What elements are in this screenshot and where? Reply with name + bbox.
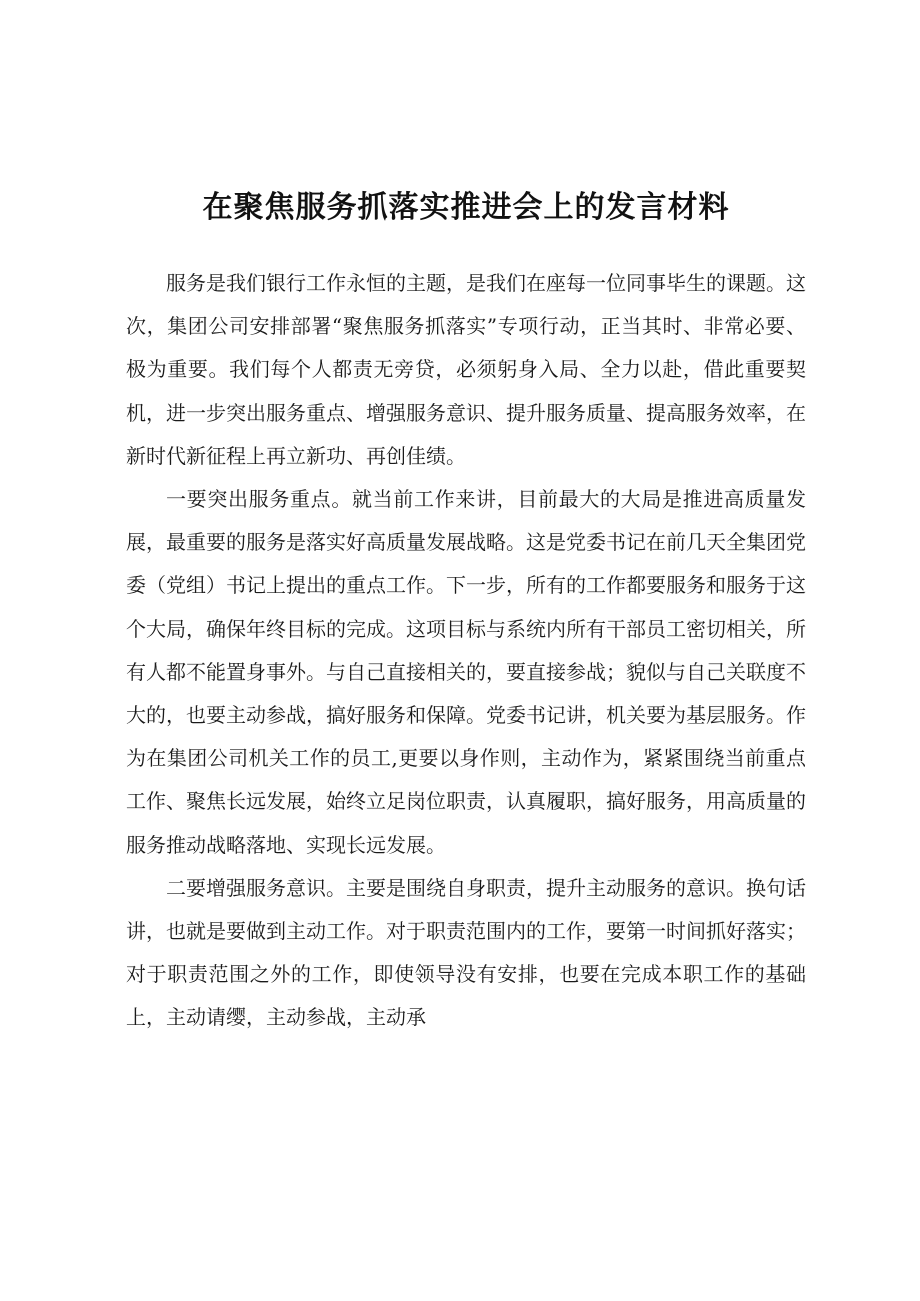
paragraph-intro: 服务是我们银行工作永恒的主题，是我们在座每一位同事毕生的课题。这次，集团公司安排部署“聚焦服务抓落实”专项行动，正当其时、非常必要、极为重要。我们每个人都责无旁贷，必须躬身入局、全力以赴，借此重要契机，进一步突出服务重点、增强服务意识、提升服务质量、提高服务效率，在新时代新征程上再立新功、再创佳绩。 xyxy=(126,271,806,468)
paragraph-service-awareness: 二要增强服务意识。主要是围绕自身职责，提升主动服务的意识。换句话讲，也就是要做到主动工作。对于职责范围内的工作，要第一时间抓好落实；对于职责范围之外的工作，即使领导没有安排，也要在完成本职工作的基础上，主动请缨，主动参战，主动承 xyxy=(126,875,806,1030)
document-body xyxy=(126,262,806,1040)
document-title: 在聚焦服务抓落实推进会上的发言材料 xyxy=(202,190,730,225)
document-page xyxy=(126,188,806,1040)
paragraph-service-focus: 一要突出服务重点。就当前工作来讲，目前最大的大局是推进高质量发展，最重要的服务是落实好高质量发展战略。这是党委书记在前几天全集团党委（党组）书记上提出的重点工作。下一步，所有的工作都要服务和服务于这个大局，确保年终目标的完成。这项目标与系统内所有干部员工密切相关，所有人都不能置身事外。与自己直接相关的，要直接参战；貌似与自己关联度不大的，也要主动参战，搞好服务和保障。党委书记讲，机关要为基层服务。作为在集团公司机关工作的员工,更要以身作则，主动作为，紧紧围绕当前重点工作、聚焦长远发展，始终立足岗位职责，认真履职，搞好服务，用高质量的服务推动战略落地、实现长远发展。 xyxy=(126,487,806,857)
